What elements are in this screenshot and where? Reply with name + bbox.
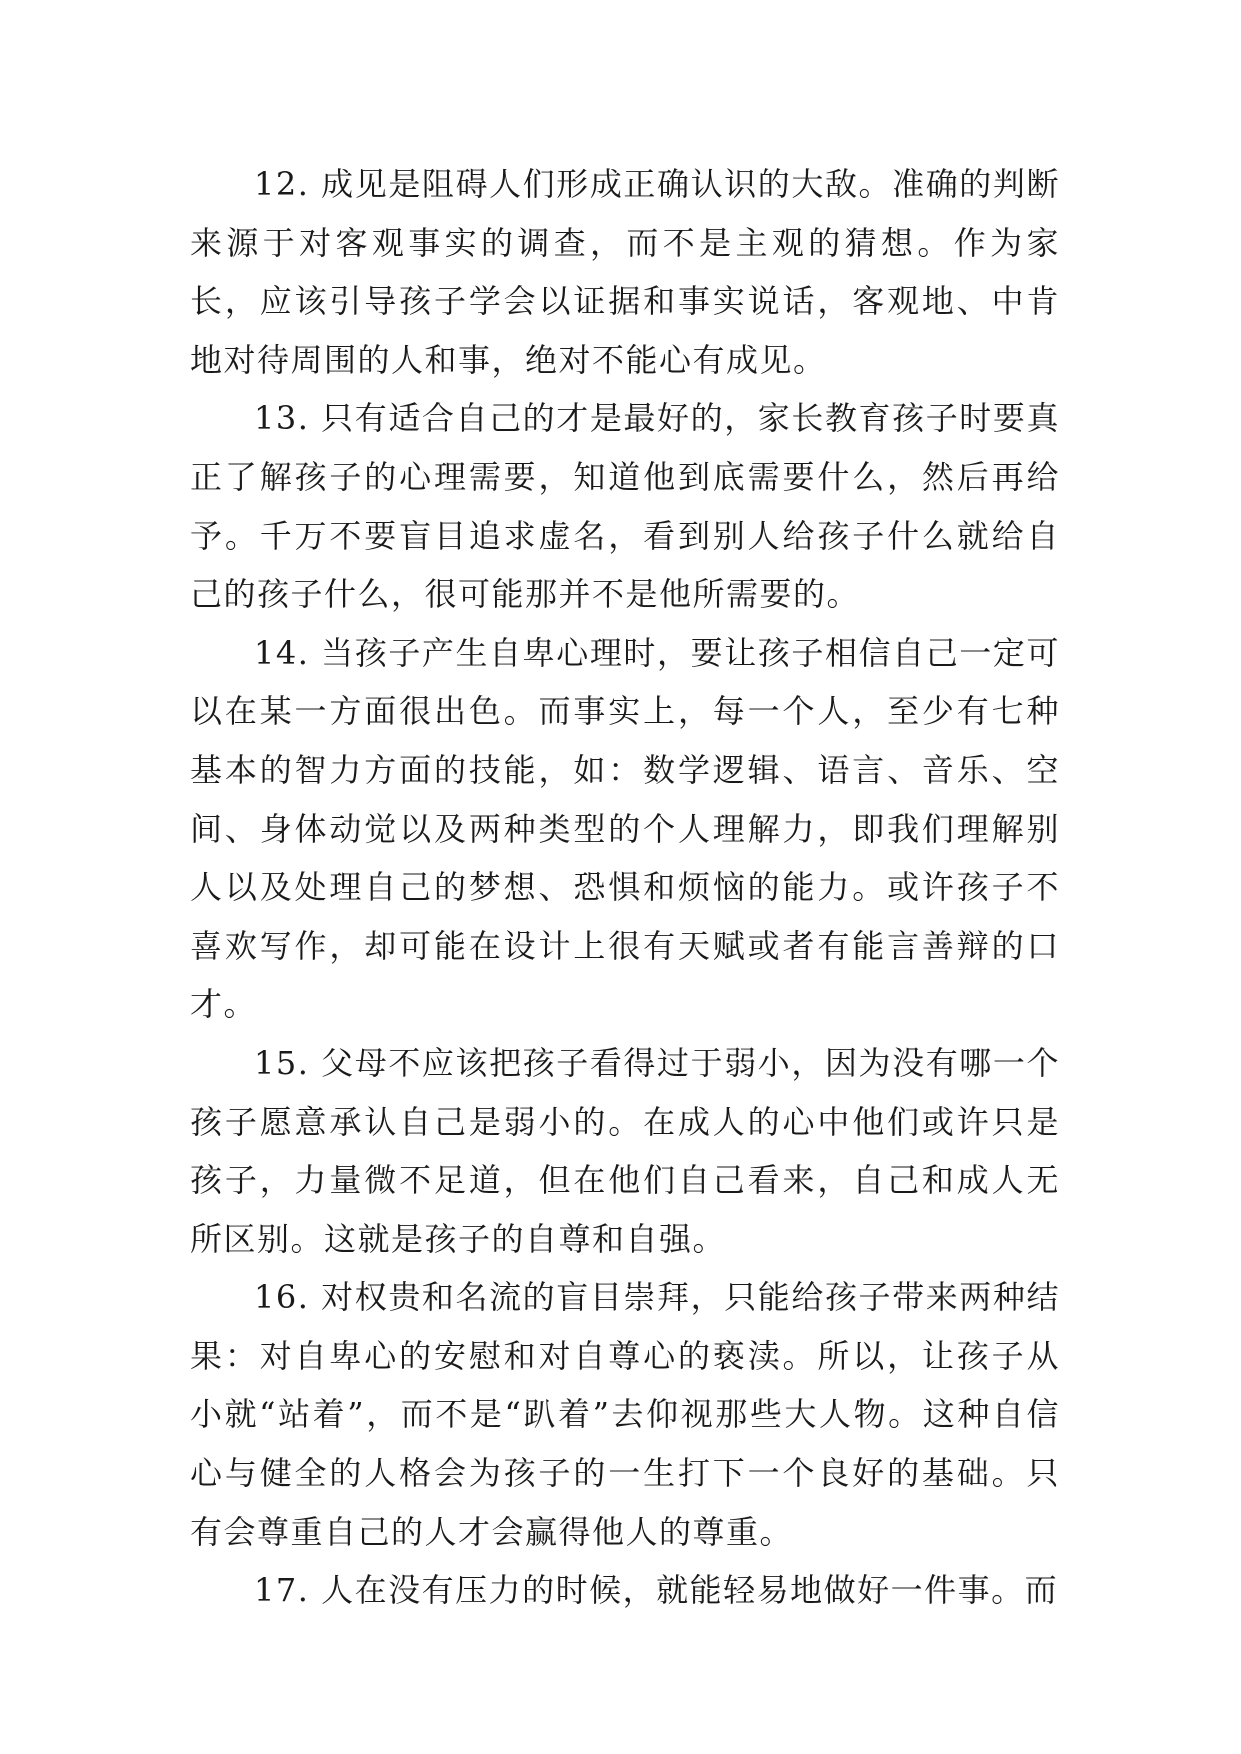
paragraph-13: 13. 只有适合自己的才是最好的，家长教育孩子时要真正了解孩子的心理需要，知道他到底需要什么，然后再给予。千万不要盲目追求虚名，看到别人给孩子什么就给自己的孩子什么，很可能那并不是他所需要的。 bbox=[190, 399, 1060, 614]
paragraph-15: 15. 父母不应该把孩子看得过于弱小，因为没有哪一个孩子愿意承认自己是弱小的。在成人的心中他们或许只是孩子，力量微不足道，但在他们自己看来，自己和成人无所区别。这就是孩子的自尊和自强。 bbox=[190, 1043, 1060, 1258]
paragraph-14: 14. 当孩子产生自卑心理时，要让孩子相信自己一定可以在某一方面很出色。而事实上，每一个人，至少有七种基本的智力方面的技能，如：数学逻辑、语言、音乐、空间、身体动觉以及两种类型的个人理解力，即我们理解别人以及处理自己的梦想、恐惧和烦恼的能力。或许孩子不喜欢写作，却可能在设计上很有天赋或者有能言善辩的口才。 bbox=[190, 633, 1060, 1024]
paragraph-17: 17. 人在没有压力的时候，就能轻易地做好一件事。而 bbox=[254, 1571, 1059, 1610]
paragraph-16: 16. 对权贵和名流的盲目崇拜，只能给孩子带来两种结果：对自卑心的安慰和对自尊心的亵渎。所以，让孩子从小就“站着”，而不是“趴着”去仰视那些大人物。这种自信心与健全的人格会为孩子的一生打下一个良好的基础。只有会尊重自己的人才会赢得他人的尊重。 bbox=[190, 1278, 1060, 1551]
paragraph-12: 12. 成见是阻碍人们形成正确认识的大敌。准确的判断来源于对客观事实的调查，而不是主观的猜想。作为家长，应该引导孩子学会以证据和事实说话，客观地、中肯地对待周围的人和事，绝对不能心有成见。 bbox=[190, 165, 1060, 379]
document-body bbox=[190, 155, 1060, 1620]
